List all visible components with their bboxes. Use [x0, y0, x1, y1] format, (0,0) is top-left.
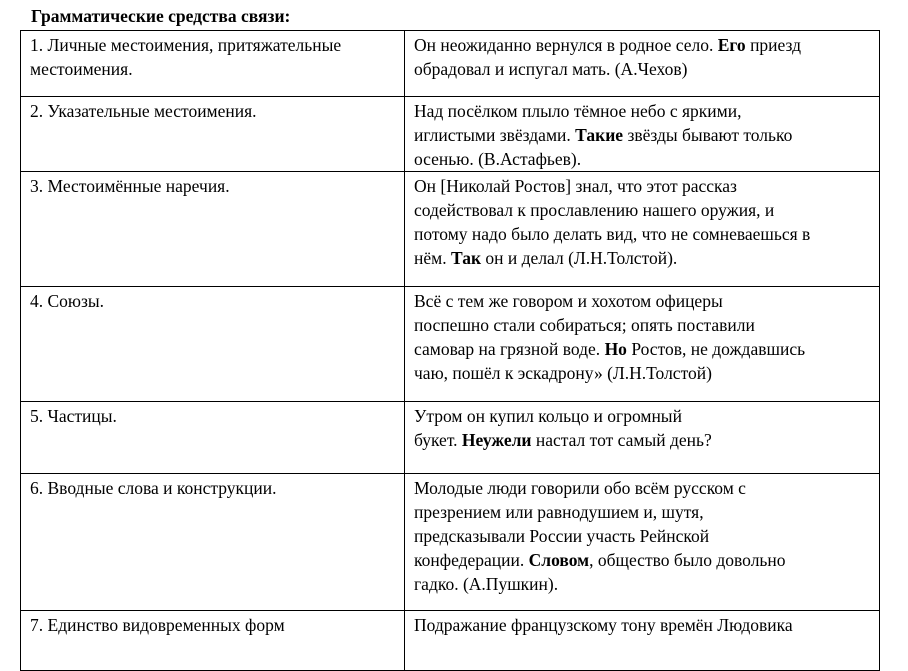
- example-keyword: Такие: [575, 125, 624, 145]
- device-cell: 4. Союзы.: [21, 287, 405, 402]
- table-row: [21, 402, 880, 474]
- example-text: Ростов, не дождавшись чаю, пошёл к эскадрону» (Л.Н.Толстой): [414, 339, 806, 383]
- example-text: Всё с тем же говором и хохотом офицеры поспешно стали собираться; опять поставили самовар на грязной воде.: [414, 291, 755, 359]
- device-cell: 2. Указательные местоимения.: [21, 97, 405, 172]
- example-keyword: Неужели: [461, 430, 532, 450]
- example-cell: [405, 172, 880, 287]
- table-row: [21, 474, 880, 611]
- device-cell: 6. Вводные слова и конструкции.: [21, 474, 405, 611]
- device-cell: 7. Единство видовременных форм: [21, 611, 405, 671]
- device-cell: 5. Частицы.: [21, 402, 405, 474]
- example-text: Он [Николай Ростов] знал, что этот рассказ содействовал к прославлению нашего оружия, и потому надо было делать вид, что не сомневаешься в нём.: [414, 176, 811, 268]
- example-text: Над посёлком плыло тёмное небо с яркими, иглистыми звёздами.: [414, 101, 742, 145]
- example-text: приезд обрадовал и испугал мать. (А.Чехов): [414, 35, 802, 79]
- example-cell: [405, 31, 880, 97]
- example-text: Молодые люди говорили обо всём русском с презрением или равнодушием и, шутя, предсказывали России участь Рейнской конфедерации.: [414, 478, 746, 570]
- example-text: звёзды бывают только осенью. (В.Астафьев).: [414, 125, 793, 169]
- device-cell: 3. Местоимённые наречия.: [21, 172, 405, 287]
- example-text: Утром он купил кольцо и огромный букет.: [414, 406, 682, 450]
- example-cell: [405, 611, 880, 671]
- example-keyword: Но: [604, 339, 627, 359]
- example-keyword: Его: [717, 35, 746, 55]
- example-text: настал тот самый день?: [531, 430, 712, 450]
- example-text: , общество было довольно гадко. (А.Пушкин).: [414, 550, 786, 594]
- example-keyword: Так: [450, 248, 482, 268]
- example-cell: [405, 97, 880, 172]
- example-cell: [405, 402, 880, 474]
- section-title: Грамматические средства связи:: [31, 6, 291, 26]
- example-cell: [405, 474, 880, 611]
- example-keyword: Словом: [528, 550, 590, 570]
- table-row: [21, 97, 880, 172]
- device-cell: 1. Личные местоимения, притяжательные местоимения.: [21, 31, 405, 97]
- table-row: [21, 287, 880, 402]
- cohesion-devices-table: [20, 30, 880, 671]
- example-cell: [405, 287, 880, 402]
- example-text: он и делал (Л.Н.Толстой).: [481, 248, 678, 268]
- table-row: [21, 172, 880, 287]
- table-row: [21, 31, 880, 97]
- example-text: Он неожиданно вернулся в родное село.: [414, 35, 718, 55]
- example-text: Подражание французскому тону времён Людовика: [414, 615, 793, 635]
- table-row: [21, 611, 880, 671]
